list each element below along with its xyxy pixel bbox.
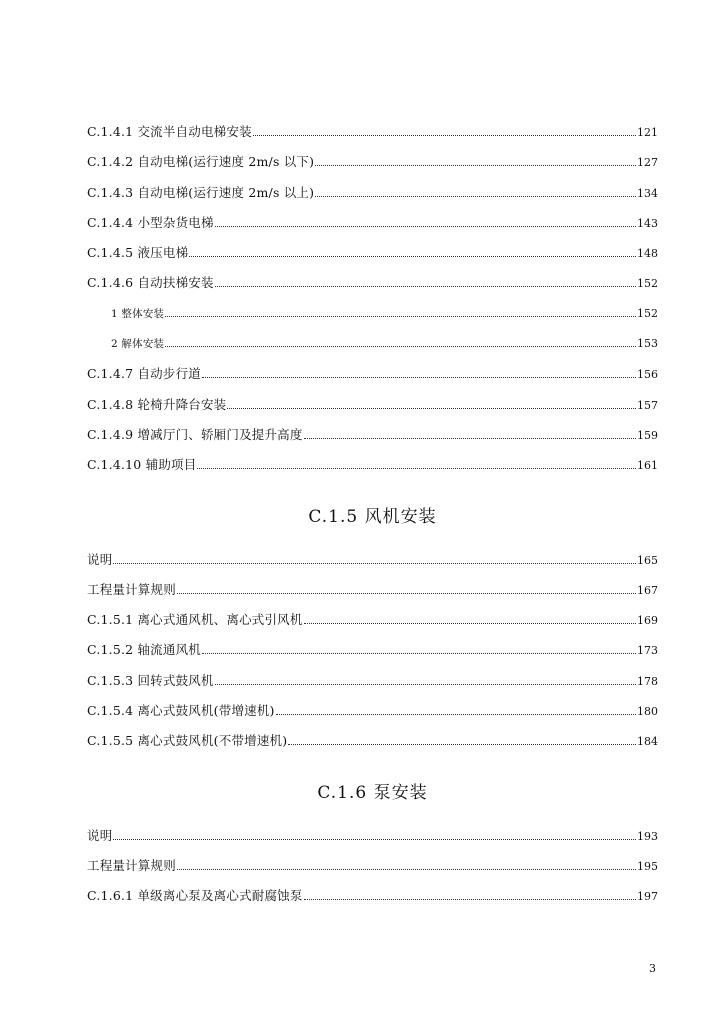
toc-entry-page: 148 [637, 247, 658, 261]
toc-entry-page: 143 [637, 216, 658, 230]
toc-entry-page: 153 [637, 337, 658, 351]
toc-entry-label: C.1.5.4 离心式鼓风机(带增速机) [87, 703, 275, 719]
leader-dots [177, 592, 636, 594]
leader-dots [113, 838, 636, 840]
toc-entry-page: 173 [637, 644, 658, 658]
toc-entry[interactable] [87, 450, 658, 480]
toc-entry-label: C.1.4.3 自动电梯(运行速度 2m/s 以上) [87, 184, 315, 200]
toc-subentry[interactable] [87, 329, 658, 359]
toc-entry-page: 195 [637, 859, 658, 873]
toc-entry-label: C.1.4.4 小型杂货电梯 [87, 214, 214, 230]
toc-entry[interactable] [87, 178, 658, 208]
toc-entry[interactable] [87, 605, 658, 635]
toc-entry[interactable] [87, 635, 658, 665]
toc-entry[interactable] [87, 390, 658, 420]
toc-entry[interactable] [87, 881, 658, 911]
toc-entry[interactable] [87, 420, 658, 450]
toc-entry[interactable] [87, 726, 658, 756]
toc-entry[interactable] [87, 268, 658, 298]
toc-entry-page: 178 [637, 674, 658, 688]
table-of-contents [87, 117, 658, 912]
toc-entry-page: 156 [637, 368, 658, 382]
toc-entry-label: 说明 [87, 827, 113, 843]
toc-entry-label: C.1.6.1 单级离心泵及离心式耐腐蚀泵 [87, 888, 303, 904]
toc-entry-page: 159 [637, 428, 658, 442]
leader-dots [165, 315, 636, 317]
toc-entry-page: 197 [637, 890, 658, 904]
toc-entry[interactable] [87, 545, 658, 575]
toc-entry-label: C.1.4.7 自动步行道 [87, 366, 201, 382]
toc-entry-page: 161 [637, 459, 658, 473]
toc-entry-label: C.1.5.3 回转式鼓风机 [87, 672, 214, 688]
toc-entry-page: 157 [637, 398, 658, 412]
leader-dots [215, 285, 636, 287]
toc-entry-page: 169 [637, 614, 658, 628]
toc-entry-label: C.1.5.5 离心式鼓风机(不带增速机) [87, 733, 288, 749]
leader-dots [215, 225, 636, 227]
leader-dots [288, 743, 636, 745]
toc-entry-label: 2 解体安装 [111, 338, 165, 351]
leader-dots [253, 134, 636, 136]
toc-entry[interactable] [87, 696, 658, 726]
toc-entry-page: 127 [637, 156, 658, 170]
section-heading-fan-installation: C.1.5 风机安装 [308, 506, 437, 527]
leader-dots [304, 622, 636, 624]
toc-entry-page: 152 [637, 306, 658, 320]
leader-dots [215, 683, 636, 685]
leader-dots [177, 868, 636, 870]
toc-entry-page: 152 [637, 277, 658, 291]
toc-entry-label: C.1.4.6 自动扶梯安装 [87, 275, 214, 291]
leader-dots [165, 345, 636, 347]
toc-entry[interactable] [87, 117, 658, 147]
toc-entry[interactable] [87, 359, 658, 389]
leader-dots [304, 437, 636, 439]
toc-entry-label: 说明 [87, 551, 113, 567]
toc-entry-label: 工程量计算规则 [87, 857, 176, 873]
toc-entry-label: C.1.5.1 离心式通风机、离心式引风机 [87, 612, 303, 628]
toc-entry-page: 180 [637, 705, 658, 719]
toc-entry-label: C.1.4.2 自动电梯(运行速度 2m/s 以下) [87, 154, 315, 170]
leader-dots [202, 652, 636, 654]
toc-entry[interactable] [87, 238, 658, 268]
leader-dots [197, 467, 636, 469]
section-heading-pump-installation: C.1.6 泵安装 [317, 782, 428, 803]
toc-entry[interactable] [87, 666, 658, 696]
toc-entry-label: 工程量计算规则 [87, 581, 176, 597]
toc-entry-label: C.1.4.5 液压电梯 [87, 245, 189, 261]
toc-entry-page: 184 [637, 735, 658, 749]
toc-entry-label: 1 整体安装 [111, 307, 165, 320]
toc-entry-label: C.1.4.9 增减厅门、轿厢门及提升高度 [87, 426, 303, 442]
toc-entry[interactable] [87, 147, 658, 177]
leader-dots [202, 376, 636, 378]
toc-entry-page: 165 [637, 553, 658, 567]
leader-dots [315, 164, 636, 166]
toc-entry-label: C.1.4.10 辅助项目 [87, 457, 197, 473]
leader-dots [304, 898, 636, 900]
toc-entry-page: 193 [637, 829, 658, 843]
page-number: 3 [649, 962, 656, 975]
toc-entry-page: 167 [637, 583, 658, 597]
leader-dots [113, 562, 636, 564]
toc-entry[interactable] [87, 821, 658, 851]
toc-subentry[interactable] [87, 299, 658, 329]
toc-entry-label: C.1.4.1 交流半自动电梯安装 [87, 124, 252, 139]
leader-dots [189, 255, 636, 257]
toc-entry[interactable] [87, 851, 658, 881]
toc-entry[interactable] [87, 208, 658, 238]
toc-entry[interactable] [87, 575, 658, 605]
toc-entry-page: 134 [637, 186, 658, 200]
leader-dots [227, 407, 636, 409]
leader-dots [315, 195, 636, 197]
leader-dots [276, 713, 636, 715]
toc-entry-label: C.1.4.8 轮椅升降台安装 [87, 396, 227, 412]
toc-entry-page: 121 [637, 126, 658, 139]
toc-entry-label: C.1.5.2 轴流通风机 [87, 642, 201, 658]
